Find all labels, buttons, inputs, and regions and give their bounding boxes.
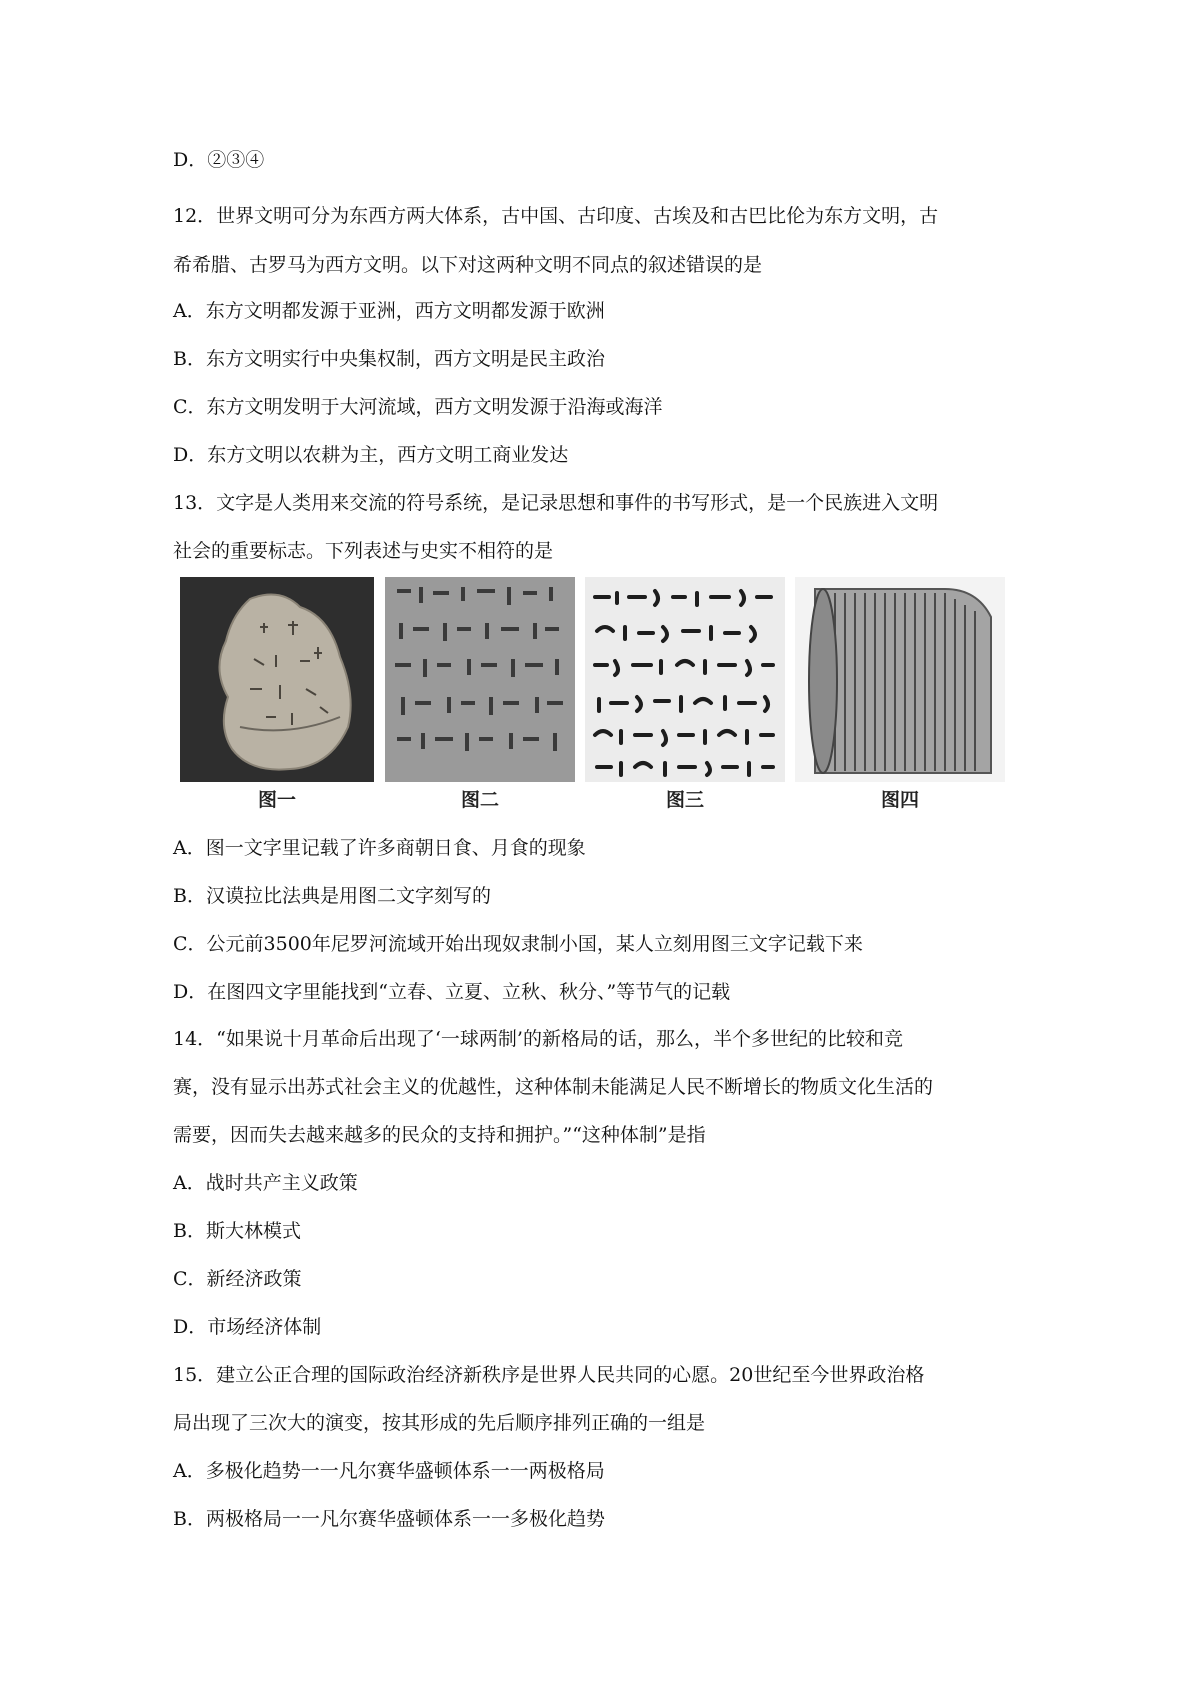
figure-1-caption: 图一 bbox=[257, 789, 296, 811]
q14-option-b: B．斯大林模式 bbox=[173, 1220, 301, 1242]
q12-option-d: D．东方文明以农耕为主，西方文明工商业发达 bbox=[173, 444, 569, 466]
q14-option-c: C．新经济政策 bbox=[173, 1268, 302, 1290]
q14-option-a: A．战时共产主义政策 bbox=[173, 1172, 358, 1194]
oracle-bone-image bbox=[180, 577, 374, 782]
q15-option-b: B．两极格局一一凡尔赛华盛顿体系一一多极化趋势 bbox=[173, 1508, 605, 1530]
bamboo-slips-image bbox=[795, 577, 1005, 782]
hieroglyph-image bbox=[585, 577, 785, 782]
q14-option-d: D．市场经济体制 bbox=[173, 1316, 322, 1338]
q13-option-c: C．公元前3500年尼罗河流域开始出现奴隶制小国，某人立刻用图三文字记载下来 bbox=[173, 933, 863, 955]
q14-stem-line2: 赛，没有显示出苏式社会主义的优越性，这种体制未能满足人民不断增长的物质文化生活的 bbox=[173, 1076, 934, 1098]
q13-option-b: B．汉谟拉比法典是用图二文字刻写的 bbox=[173, 885, 491, 907]
figure-3 bbox=[585, 577, 785, 817]
q12-stem-line1: 12．世界文明可分为东西方两大体系，古中国、古印度、古埃及和古巴比伦为东方文明，古 bbox=[173, 205, 939, 227]
script-figures bbox=[180, 577, 1060, 817]
q14-stem-line1: 14．“如果说十月革命后出现了‘一球两制’的新格局的话，那么，半个多世纪的比较和竞 bbox=[173, 1028, 903, 1050]
figure-2 bbox=[385, 577, 575, 817]
q12-option-a: A．东方文明都发源于亚洲，西方文明都发源于欧洲 bbox=[173, 300, 605, 322]
q13-stem-line2: 社会的重要标志。下列表述与史实不相符的是 bbox=[173, 540, 554, 562]
q15-stem-line2: 局出现了三次大的演变，按其形成的先后顺序排列正确的一组是 bbox=[173, 1412, 706, 1434]
q11-option-d: D．②③④ bbox=[173, 149, 265, 171]
figure-4 bbox=[795, 577, 1005, 817]
figure-4-caption: 图四 bbox=[880, 789, 919, 811]
q14-stem-line3: 需要，因而失去越来越多的民众的支持和拥护。”“这种体制”是指 bbox=[173, 1124, 706, 1146]
figure-1 bbox=[180, 577, 374, 817]
figure-3-caption: 图三 bbox=[665, 789, 704, 811]
q13-stem-line1: 13．文字是人类用来交流的符号系统，是记录思想和事件的书写形式，是一个民族进入文明 bbox=[173, 492, 939, 514]
cuneiform-image bbox=[385, 577, 575, 782]
q13-option-d: D．在图四文字里能找到“立春、立夏、立秋、秋分、”等节气的记载 bbox=[173, 981, 731, 1003]
q12-option-b: B．东方文明实行中央集权制，西方文明是民主政治 bbox=[173, 348, 605, 370]
figure-2-caption: 图二 bbox=[460, 789, 499, 811]
q15-option-a: A．多极化趋势一一凡尔赛华盛顿体系一一两极格局 bbox=[173, 1460, 605, 1482]
q15-stem-line1: 15．建立公正合理的国际政治经济新秩序是世界人民共同的心愿。20世纪至今世界政治格 bbox=[173, 1364, 925, 1386]
q13-option-a: A．图一文字里记载了许多商朝日食、月食的现象 bbox=[173, 837, 586, 859]
q12-stem-line2: 希希腊、古罗马为西方文明。以下对这两种文明不同点的叙述错误的是 bbox=[173, 254, 763, 276]
q12-option-c: C．东方文明发明于大河流域，西方文明发源于沿海或海洋 bbox=[173, 396, 663, 418]
